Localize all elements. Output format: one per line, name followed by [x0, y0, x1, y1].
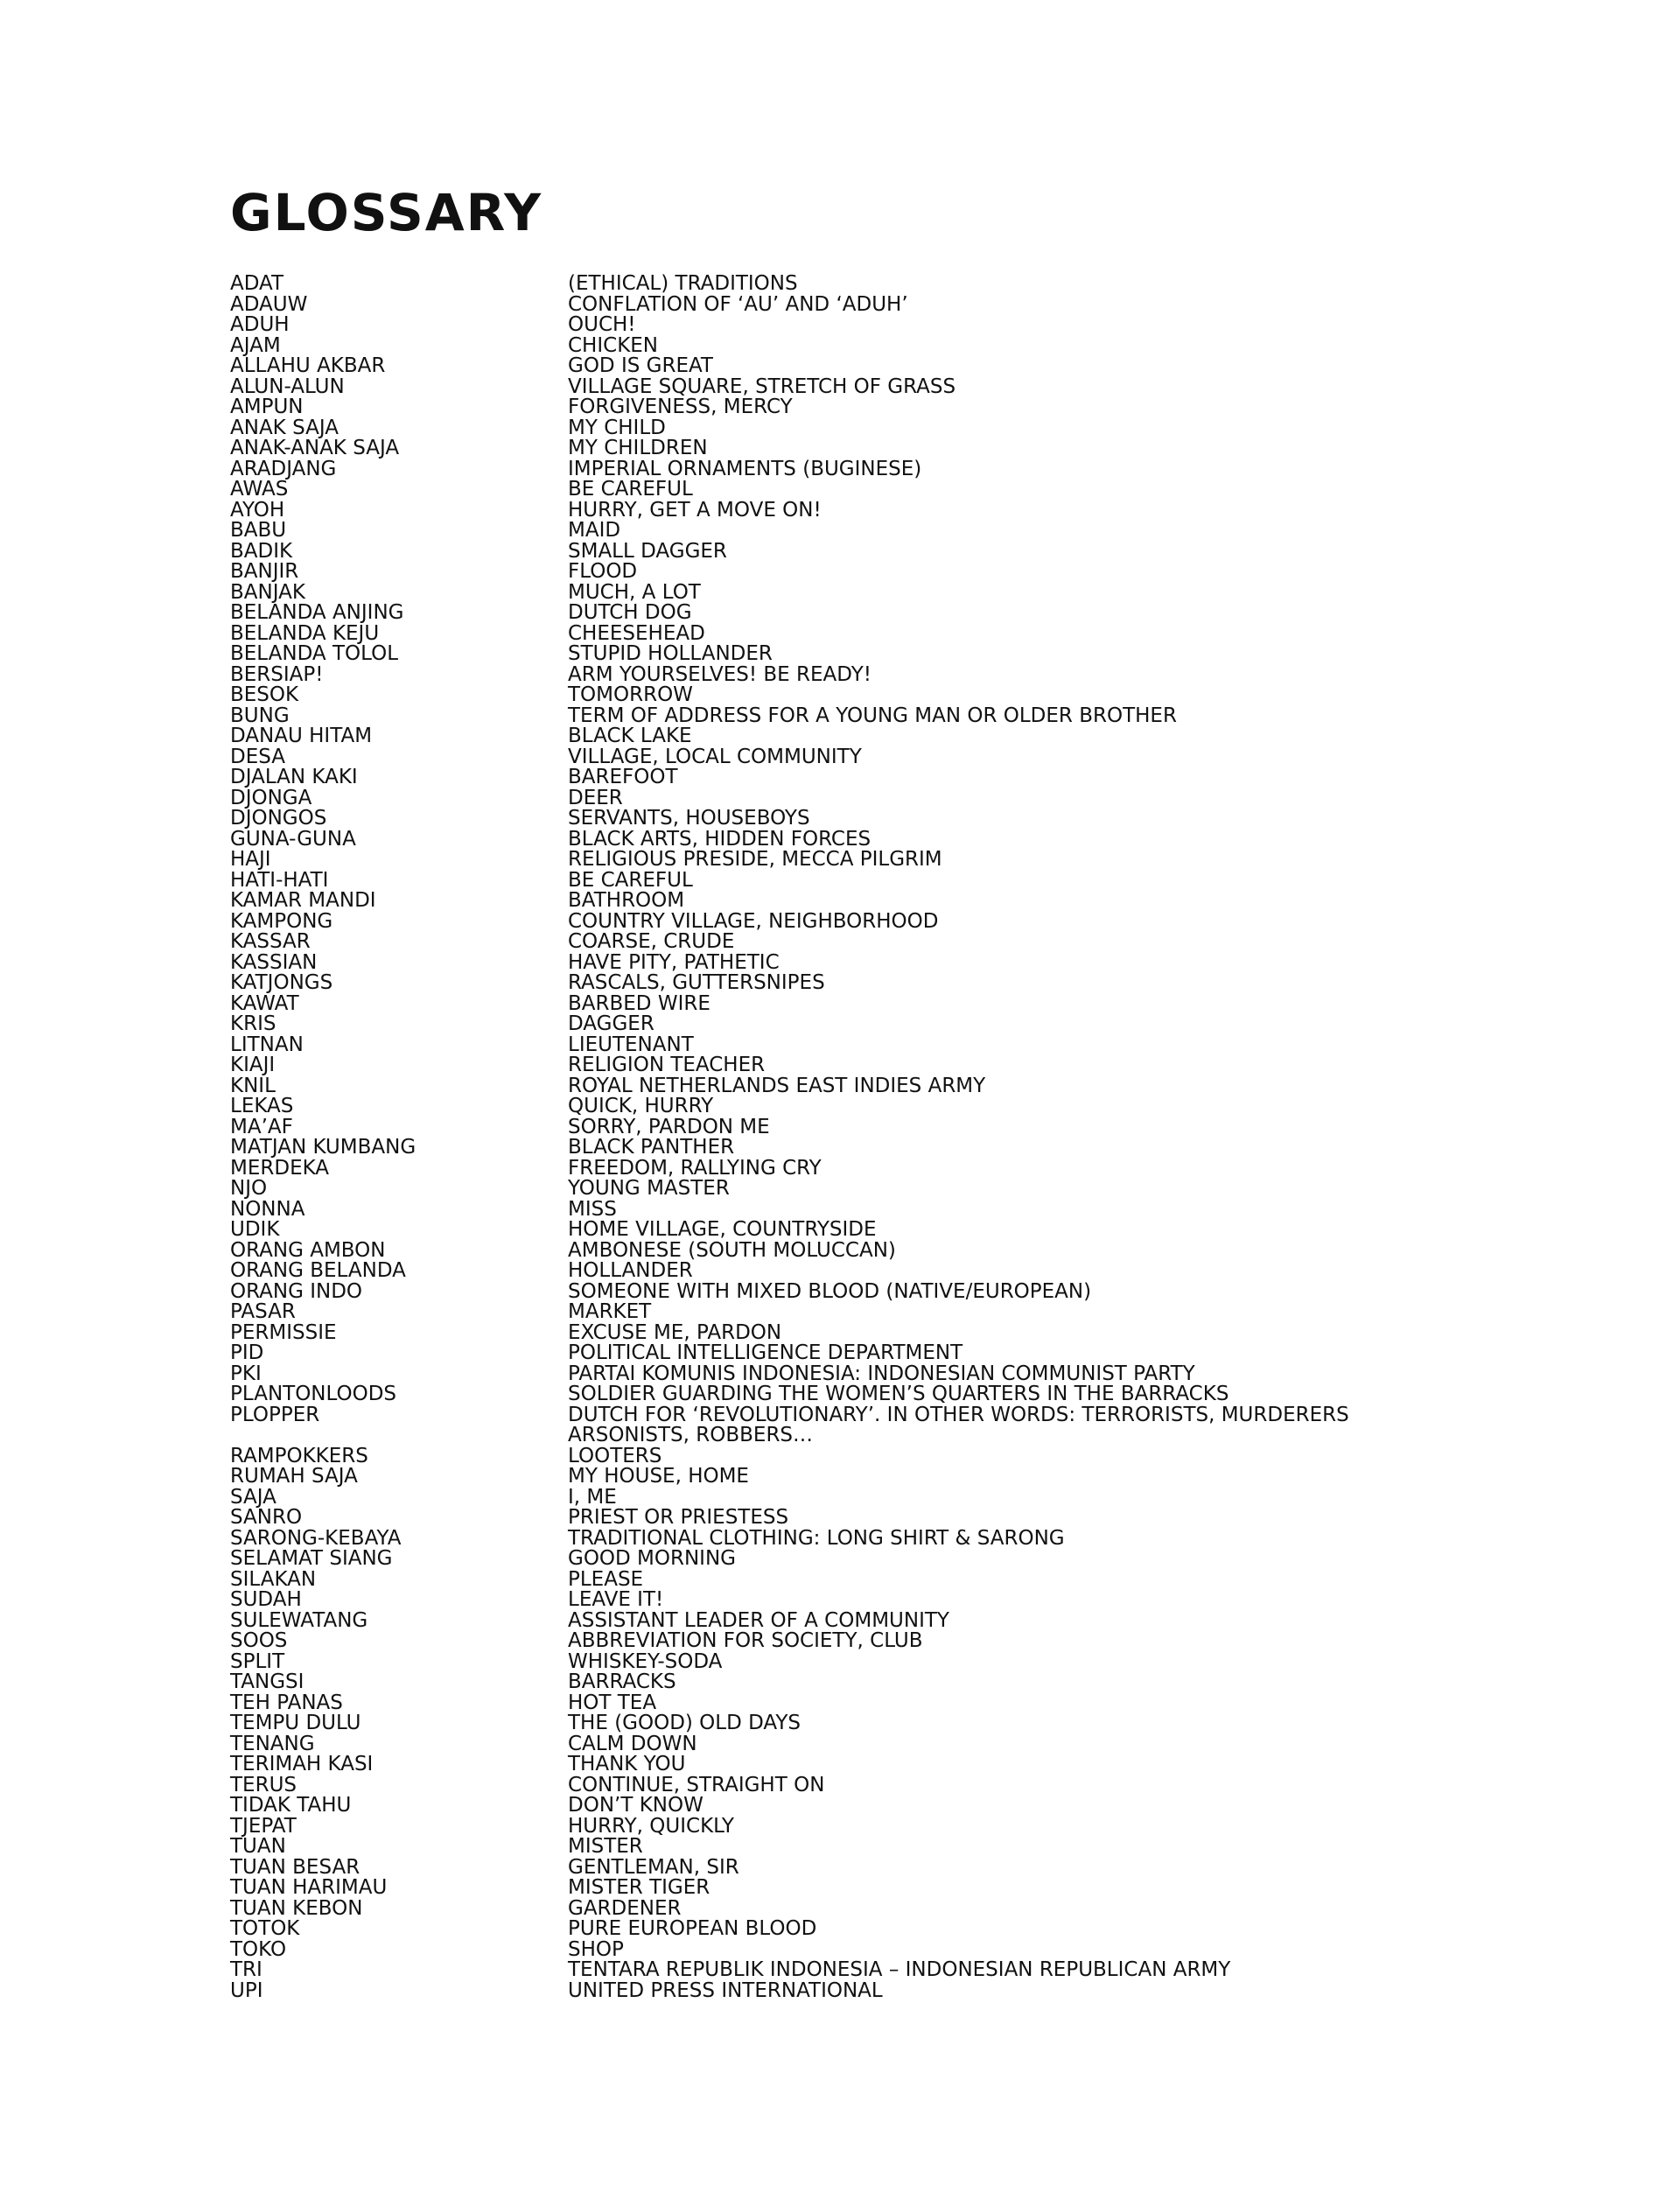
glossary-definition: LOOTERS: [568, 1444, 662, 1467]
glossary-definition: GOD IS GREAT: [568, 354, 713, 377]
glossary-entry: [230, 891, 1525, 912]
glossary-entry: [230, 726, 1525, 747]
glossary-entry: [230, 1197, 1525, 1221]
glossary-definition: HURRY, GET A MOVE ON!: [568, 498, 822, 522]
page-title: GLOSSARY: [230, 183, 543, 242]
glossary-entry: [230, 1960, 1525, 1981]
glossary-entry: [230, 562, 1525, 583]
glossary-entry: [230, 521, 1525, 542]
glossary-definition: CALM DOWN: [568, 1732, 697, 1755]
glossary-term: NJO: [230, 1177, 268, 1200]
glossary-definition: HOLLANDER: [568, 1259, 693, 1282]
glossary-definition: RELIGIOUS PRESIDE, MECCA PILGRIM: [568, 848, 942, 871]
glossary-term: TJEPAT: [230, 1814, 297, 1838]
glossary-definition: SHOP: [568, 1937, 624, 1961]
glossary-term: BESOK: [230, 683, 299, 706]
glossary-entry: [230, 1485, 1525, 1509]
glossary-entry: [230, 1590, 1525, 1611]
glossary-entry: [230, 1343, 1525, 1364]
glossary-entry: [230, 1775, 1525, 1796]
glossary-definition: MARKET: [568, 1300, 652, 1323]
glossary-term: AYOH: [230, 498, 285, 522]
glossary-definition: THE (GOOD) OLD DAYS: [568, 1712, 802, 1734]
glossary-definition: FORGIVENESS, MERCY: [568, 396, 793, 418]
glossary-entry: [230, 1405, 1525, 1446]
glossary-definition: ROYAL NETHERLANDS EAST INDIES ARMY: [568, 1074, 986, 1097]
glossary-definition: PARTAI KOMUNIS INDONESIA: INDONESIAN COMMUNIST PARTY: [568, 1362, 1195, 1385]
glossary-entry: [230, 1713, 1525, 1734]
glossary-entry: [230, 1364, 1525, 1385]
glossary-entry: [230, 991, 1525, 1015]
glossary-term: TANGSI: [230, 1670, 304, 1693]
glossary-entry: [230, 685, 1525, 706]
glossary-term: ADAT: [230, 272, 284, 295]
glossary-term: AJAM: [230, 333, 281, 357]
glossary-entry: [230, 662, 1525, 686]
glossary-term: PASAR: [230, 1300, 296, 1323]
glossary-term: KRIS: [230, 1012, 276, 1035]
glossary-term: KAMAR MANDI: [230, 889, 376, 912]
glossary-entry: [230, 932, 1525, 953]
glossary-definition: BAREFOOT: [568, 766, 678, 788]
glossary-entry: [230, 1734, 1525, 1755]
glossary-definition: MY CHILDREN: [568, 437, 708, 459]
glossary-term: LITNAN: [230, 1033, 304, 1056]
glossary-definition: AMBONESE (SOUTH MOLUCCAN): [568, 1238, 896, 1262]
glossary-entry: [230, 747, 1525, 768]
glossary-definition: (ETHICAL) TRADITIONS: [568, 272, 798, 295]
glossary-entry: [230, 539, 1525, 563]
glossary-entry: [230, 1467, 1525, 1488]
glossary-entry: [230, 315, 1525, 336]
glossary-entry: [230, 397, 1525, 418]
glossary-entry: [230, 1814, 1525, 1838]
glossary-entry: [230, 809, 1525, 830]
glossary-term: ARADJANG: [230, 457, 337, 480]
glossary-term: TERUS: [230, 1773, 297, 1796]
glossary-definition: DUTCH DOG: [568, 601, 692, 624]
glossary-term: TERIMAH KASI: [230, 1753, 374, 1775]
glossary-definition: OUCH!: [568, 313, 636, 336]
glossary-definition: MISTER TIGER: [568, 1876, 710, 1899]
glossary-entry: [230, 292, 1525, 316]
glossary-entry: [230, 788, 1525, 809]
glossary-definition: RASCALS, GUTTERSNIPES: [568, 971, 825, 994]
glossary-entry: [230, 333, 1525, 357]
glossary-term: SUDAH: [230, 1588, 302, 1611]
glossary-term: SOOS: [230, 1629, 288, 1652]
glossary-definition: EXCUSE ME, PARDON: [568, 1320, 782, 1344]
glossary-definition: GOOD MORNING: [568, 1547, 736, 1570]
glossary-term: SULEWATANG: [230, 1608, 368, 1632]
glossary-term: RUMAH SAJA: [230, 1465, 358, 1488]
glossary-term: BABU: [230, 519, 287, 542]
glossary-term: PERMISSIE: [230, 1320, 337, 1344]
glossary-definition: BLACK LAKE: [568, 725, 692, 747]
glossary-term: HATI-HATI: [230, 868, 329, 892]
glossary-definition: UNITED PRESS INTERNATIONAL: [568, 1978, 883, 2002]
glossary-term: SELAMAT SIANG: [230, 1547, 393, 1570]
glossary-term: BELANDA KEJU: [230, 621, 380, 645]
glossary-entry: [230, 1649, 1525, 1673]
glossary-term: TEMPU DULU: [230, 1712, 361, 1734]
glossary-term: BELANDA TOLOL: [230, 642, 399, 665]
glossary-entry: [230, 274, 1525, 295]
glossary-definition: COUNTRY VILLAGE, NEIGHBORHOOD: [568, 909, 939, 933]
glossary-term: DESA: [230, 745, 286, 768]
glossary-term: BUNG: [230, 704, 290, 727]
glossary-term: ANAK-ANAK SAJA: [230, 437, 400, 459]
glossary-definition: SMALL DAGGER: [568, 539, 727, 563]
glossary-definition: FREEDOM, RALLYING CRY: [568, 1156, 822, 1180]
glossary-definition: CHEESEHEAD: [568, 621, 705, 645]
glossary-entry: [230, 1014, 1525, 1035]
glossary-entry: [230, 418, 1525, 439]
glossary-entry: [230, 603, 1525, 624]
glossary-entry: [230, 1035, 1525, 1056]
glossary-definition: DON’T KNOW: [568, 1794, 704, 1817]
glossary-term: AWAS: [230, 478, 289, 501]
glossary-definition: CONFLATION OF ‘AU’ AND ‘ADUH’: [568, 292, 908, 316]
glossary-term: KAMPONG: [230, 909, 333, 933]
glossary-entry: [230, 1549, 1525, 1570]
glossary-entry: [230, 1608, 1525, 1632]
glossary-entry: [230, 1693, 1525, 1714]
glossary-definition: STUPID HOLLANDER: [568, 642, 773, 665]
glossary-term: KIAJI: [230, 1054, 276, 1076]
glossary-entry: [230, 1179, 1525, 1200]
glossary-entry: [230, 706, 1525, 727]
glossary-list: [230, 274, 1525, 2001]
glossary-definition: QUICK, HURRY: [568, 1095, 714, 1117]
glossary-entry: [230, 868, 1525, 892]
glossary-definition: DAGGER: [568, 1012, 654, 1035]
glossary-entry: [230, 1138, 1525, 1159]
glossary-definition: BATHROOM: [568, 889, 685, 912]
glossary-entry: [230, 480, 1525, 501]
glossary-definition: LEAVE IT!: [568, 1588, 664, 1611]
glossary-definition: FLOOD: [568, 560, 638, 583]
glossary-term: SARONG-KEBAYA: [230, 1526, 402, 1550]
glossary-term: MATJAN KUMBANG: [230, 1136, 416, 1159]
glossary-entry: [230, 1261, 1525, 1282]
glossary-entry: [230, 1837, 1525, 1858]
glossary-entry: [230, 644, 1525, 665]
glossary-term: TOKO: [230, 1937, 287, 1961]
glossary-term: AMPUN: [230, 396, 304, 418]
glossary-term: MA’AF: [230, 1115, 293, 1138]
glossary-term: KNIL: [230, 1074, 276, 1097]
glossary-term: DJALAN KAKI: [230, 766, 358, 788]
glossary-term: KASSAR: [230, 930, 311, 953]
glossary-term: SILAKAN: [230, 1567, 317, 1591]
glossary-definition: CHICKEN: [568, 333, 659, 357]
glossary-definition: GENTLEMAN, SIR: [568, 1855, 739, 1879]
glossary-term: ORANG AMBON: [230, 1238, 386, 1262]
glossary-definition: BLACK ARTS, HIDDEN FORCES: [568, 827, 872, 851]
glossary-term: BANJAK: [230, 580, 305, 604]
glossary-definition: TRADITIONAL CLOTHING: LONG SHIRT & SARONG: [568, 1526, 1065, 1550]
glossary-definition: GARDENER: [568, 1896, 682, 1920]
glossary-entry: [230, 1937, 1525, 1961]
glossary-definition: POLITICAL INTELLIGENCE DEPARTMENT: [568, 1341, 963, 1364]
glossary-entry: [230, 580, 1525, 604]
glossary-definition: VILLAGE SQUARE, STRETCH OF GRASS: [568, 375, 956, 398]
glossary-term: TUAN HARIMAU: [230, 1876, 388, 1899]
glossary-term: DJONGOS: [230, 807, 327, 830]
glossary-entry: [230, 827, 1525, 851]
glossary-definition: I, ME: [568, 1485, 617, 1509]
glossary-entry: [230, 909, 1525, 933]
glossary-definition: CONTINUE, STRAIGHT ON: [568, 1773, 825, 1796]
glossary-term: PLANTONLOODS: [230, 1383, 397, 1405]
glossary-definition: PRIEST OR PRIESTESS: [568, 1506, 789, 1529]
glossary-term: UDIK: [230, 1218, 280, 1241]
glossary-entry: [230, 973, 1525, 994]
glossary-term: ALLAHU AKBAR: [230, 354, 386, 377]
glossary-definition: BARRACKS: [568, 1670, 676, 1693]
glossary-entry: [230, 356, 1525, 377]
glossary-definition: PURE EUROPEAN BLOOD: [568, 1917, 817, 1940]
glossary-term: TEH PANAS: [230, 1691, 343, 1714]
glossary-term: ADAUW: [230, 292, 308, 316]
glossary-entry: [230, 1446, 1525, 1467]
glossary-entry: [230, 1156, 1525, 1180]
glossary-term: DJONGA: [230, 786, 312, 809]
glossary-entry: [230, 1238, 1525, 1262]
glossary-entry: [230, 1796, 1525, 1817]
glossary-definition: MISS: [568, 1197, 617, 1221]
glossary-definition: HURRY, QUICKLY: [568, 1814, 734, 1838]
glossary-term: UPI: [230, 1978, 263, 2002]
glossary-definition: DUTCH FOR ‘REVOLUTIONARY’. IN OTHER WORDS: TERRORISTS, MURDERERS ARSONISTS, ROBBERS…: [568, 1403, 1349, 1446]
glossary-term: ADUH: [230, 313, 290, 336]
glossary-entry: [230, 767, 1525, 788]
glossary-entry: [230, 1076, 1525, 1097]
glossary-term: MERDEKA: [230, 1156, 330, 1180]
glossary-definition: HAVE PITY, PATHETIC: [568, 950, 780, 974]
glossary-entry: [230, 1754, 1525, 1775]
glossary-entry: [230, 498, 1525, 522]
glossary-entry: [230, 1302, 1525, 1323]
glossary-term: ALUN-ALUN: [230, 375, 345, 398]
glossary-term: ANAK SAJA: [230, 416, 339, 439]
glossary-term: NONNA: [230, 1197, 305, 1221]
glossary-definition: ABBREVIATION FOR SOCIETY, CLUB: [568, 1629, 923, 1652]
glossary-term: PLOPPER: [230, 1403, 320, 1426]
glossary-entry: [230, 1384, 1525, 1405]
glossary-definition: HOME VILLAGE, COUNTRYSIDE: [568, 1218, 877, 1241]
glossary-definition: MY CHILD: [568, 416, 666, 439]
glossary-definition: WHISKEY-SODA: [568, 1649, 723, 1673]
glossary-definition: SOLDIER GUARDING THE WOMEN’S QUARTERS IN THE BARRACKS: [568, 1383, 1229, 1405]
glossary-term: ORANG BELANDA: [230, 1259, 406, 1282]
glossary-definition: SERVANTS, HOUSEBOYS: [568, 807, 810, 830]
glossary-term: DANAU HITAM: [230, 725, 373, 747]
glossary-entry: [230, 1096, 1525, 1117]
glossary-entry: [230, 1279, 1525, 1303]
glossary-entry: [230, 377, 1525, 398]
glossary-entry: [230, 850, 1525, 871]
glossary-term: LEKAS: [230, 1095, 294, 1117]
glossary-term: HAJI: [230, 848, 271, 871]
glossary-definition: THANK YOU: [568, 1753, 686, 1775]
glossary-entry: [230, 1220, 1525, 1241]
glossary-definition: BE CAREFUL: [568, 478, 693, 501]
glossary-definition: VILLAGE, LOCAL COMMUNITY: [568, 745, 862, 768]
glossary-definition: YOUNG MASTER: [568, 1177, 730, 1200]
glossary-term: BELANDA ANJING: [230, 601, 404, 624]
glossary-definition: SORRY, PARDON ME: [568, 1115, 770, 1138]
glossary-entry: [230, 438, 1525, 459]
glossary-definition: LIEUTENANT: [568, 1033, 694, 1056]
glossary-term: BANJIR: [230, 560, 299, 583]
glossary-entry: [230, 1878, 1525, 1899]
glossary-term: KATJONGS: [230, 971, 333, 994]
glossary-definition: COARSE, CRUDE: [568, 930, 735, 953]
glossary-term: TUAN: [230, 1835, 286, 1858]
glossary-entry: [230, 1978, 1525, 2002]
glossary-entry: [230, 950, 1525, 974]
glossary-definition: BARBED WIRE: [568, 991, 710, 1015]
glossary-definition: SOMEONE WITH MIXED BLOOD (NATIVE/EUROPEAN): [568, 1279, 1092, 1303]
glossary-term: PKI: [230, 1362, 262, 1385]
glossary-entry: [230, 1896, 1525, 1920]
glossary-entry: [230, 1919, 1525, 1940]
glossary-term: KAWAT: [230, 991, 299, 1015]
glossary-definition: TOMORROW: [568, 683, 693, 706]
glossary-definition: TERM OF ADDRESS FOR A YOUNG MAN OR OLDER BROTHER: [568, 704, 1177, 727]
glossary-definition: IMPERIAL ORNAMENTS (BUGINESE): [568, 457, 922, 480]
glossary-definition: DEER: [568, 786, 623, 809]
glossary-definition: MISTER: [568, 1835, 643, 1858]
glossary-entry: [230, 1117, 1525, 1138]
glossary-term: RAMPOKKERS: [230, 1444, 368, 1467]
glossary-definition: MUCH, A LOT: [568, 580, 701, 604]
glossary-definition: MY HOUSE, HOME: [568, 1465, 749, 1488]
glossary-term: GUNA-GUNA: [230, 827, 356, 851]
glossary-term: TUAN KEBON: [230, 1896, 363, 1920]
glossary-term: ORANG INDO: [230, 1279, 363, 1303]
glossary-term: TENANG: [230, 1732, 315, 1755]
glossary-definition: TENTARA REPUBLIK INDONESIA – INDONESIAN REPUBLICAN ARMY: [568, 1958, 1231, 1981]
glossary-term: SAJA: [230, 1485, 276, 1509]
glossary-definition: ASSISTANT LEADER OF A COMMUNITY: [568, 1608, 949, 1632]
glossary-definition: ARM YOURSELVES! BE READY!: [568, 662, 872, 686]
glossary-entry: [230, 621, 1525, 645]
glossary-term: TUAN BESAR: [230, 1855, 360, 1879]
glossary-term: TIDAK TAHU: [230, 1794, 352, 1817]
glossary-definition: MAID: [568, 519, 621, 542]
glossary-entry: [230, 1055, 1525, 1076]
glossary-entry: [230, 1526, 1525, 1550]
glossary-entry: [230, 1672, 1525, 1693]
glossary-entry: [230, 1508, 1525, 1529]
glossary-entry: [230, 1855, 1525, 1879]
glossary-definition: PLEASE: [568, 1567, 644, 1591]
glossary-term: TRI: [230, 1958, 262, 1981]
glossary-term: BADIK: [230, 539, 293, 563]
glossary-definition: RELIGION TEACHER: [568, 1054, 766, 1076]
glossary-entry: [230, 459, 1525, 480]
glossary-term: KASSIAN: [230, 950, 318, 974]
glossary-term: SPLIT: [230, 1649, 285, 1673]
glossary-entry: [230, 1567, 1525, 1591]
glossary-term: BERSIAP!: [230, 662, 324, 686]
glossary-definition: HOT TEA: [568, 1691, 657, 1714]
glossary-entry: [230, 1631, 1525, 1652]
glossary-term: SANRO: [230, 1506, 303, 1529]
glossary-definition: BLACK PANTHER: [568, 1136, 735, 1159]
glossary-term: PID: [230, 1341, 264, 1364]
glossary-entry: [230, 1320, 1525, 1344]
glossary-definition: BE CAREFUL: [568, 868, 693, 892]
glossary-term: TOTOK: [230, 1917, 300, 1940]
